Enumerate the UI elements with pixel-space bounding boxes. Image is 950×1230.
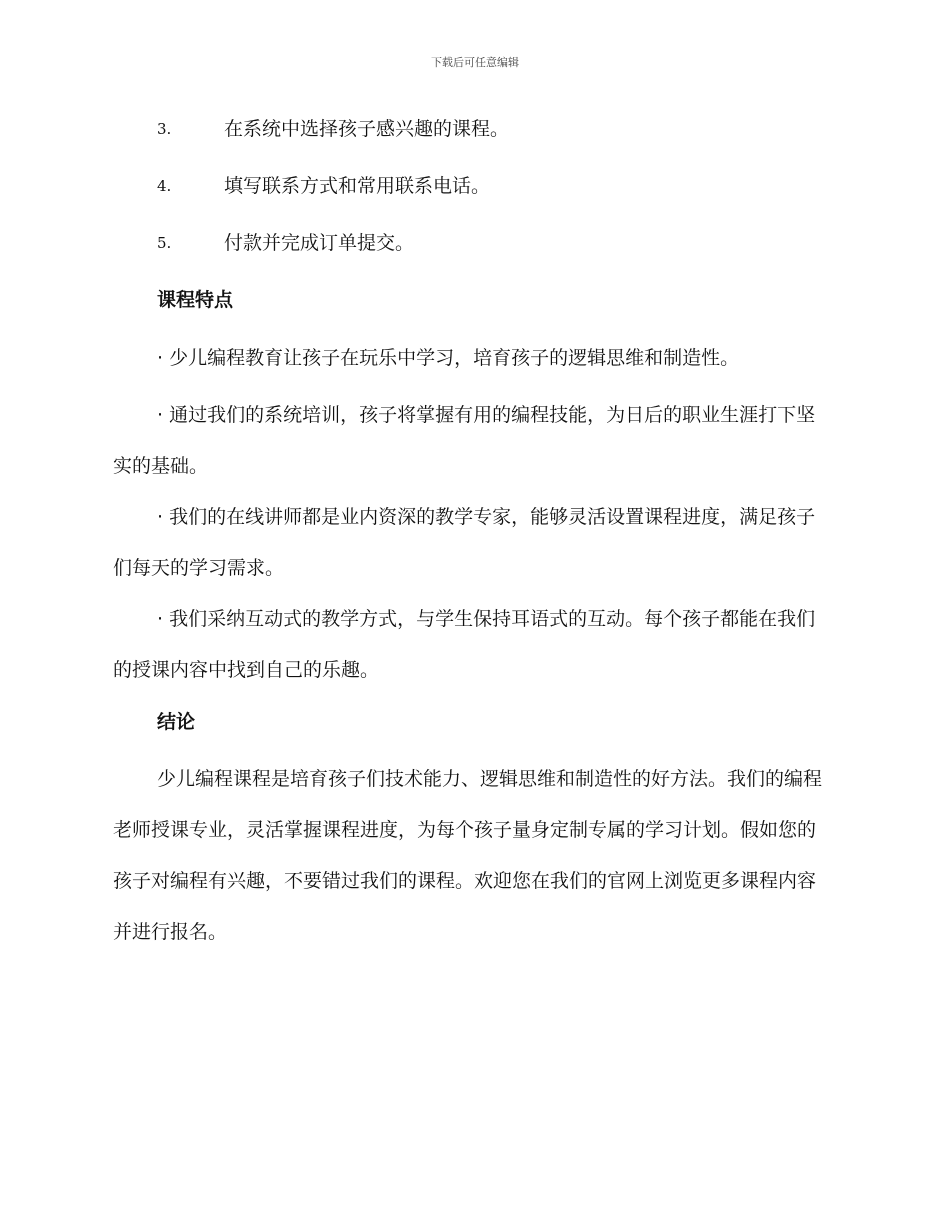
list-text: 付款并完成订单提交。 <box>224 232 415 254</box>
list-number: 3. <box>157 120 172 138</box>
list-item-step-5 <box>157 228 857 258</box>
feature-bullet: · 少儿编程教育让孩子在玩乐中学习，培育孩子的逻辑思维和制造性。 <box>157 347 740 369</box>
feature-bullet: · 通过我们的系统培训，孩子将掌握有用的编程技能，为日后的职业生涯打下坚实的基础。 <box>113 404 816 477</box>
feature-bullet: · 我们采纳互动式的教学方式，与学生保持耳语式的互动。每个孩子都能在我们的授课内容中找到自己的乐趣。 <box>113 608 816 681</box>
conclusion-heading: 结论 <box>157 711 196 733</box>
conclusion-paragraph: 少儿编程课程是培育孩子们技术能力、逻辑思维和制造性的好方法。我们的编程老师授课专业，灵活掌握课程进度，为每个孩子量身定制专属的学习计划。假如您的孩子对编程有兴趣，不要错过我们的课程。欢迎您在我们的官网上浏览更多课程内容并进行报名。 <box>113 768 823 943</box>
header-note: 下载后可任意编辑 <box>431 56 519 69</box>
list-item-step-3 <box>157 114 857 144</box>
features-heading: 课程特点 <box>157 289 234 311</box>
list-number: 5. <box>157 234 172 252</box>
feature-bullet: · 我们的在线讲师都是业内资深的教学专家，能够灵活设置课程进度，满足孩子们每天的学习需求。 <box>113 506 816 579</box>
list-number: 4. <box>157 177 172 195</box>
list-text: 在系统中选择孩子感兴趣的课程。 <box>224 118 510 140</box>
list-item-step-4 <box>157 171 857 201</box>
list-text: 填写联系方式和常用联系电话。 <box>224 175 491 197</box>
